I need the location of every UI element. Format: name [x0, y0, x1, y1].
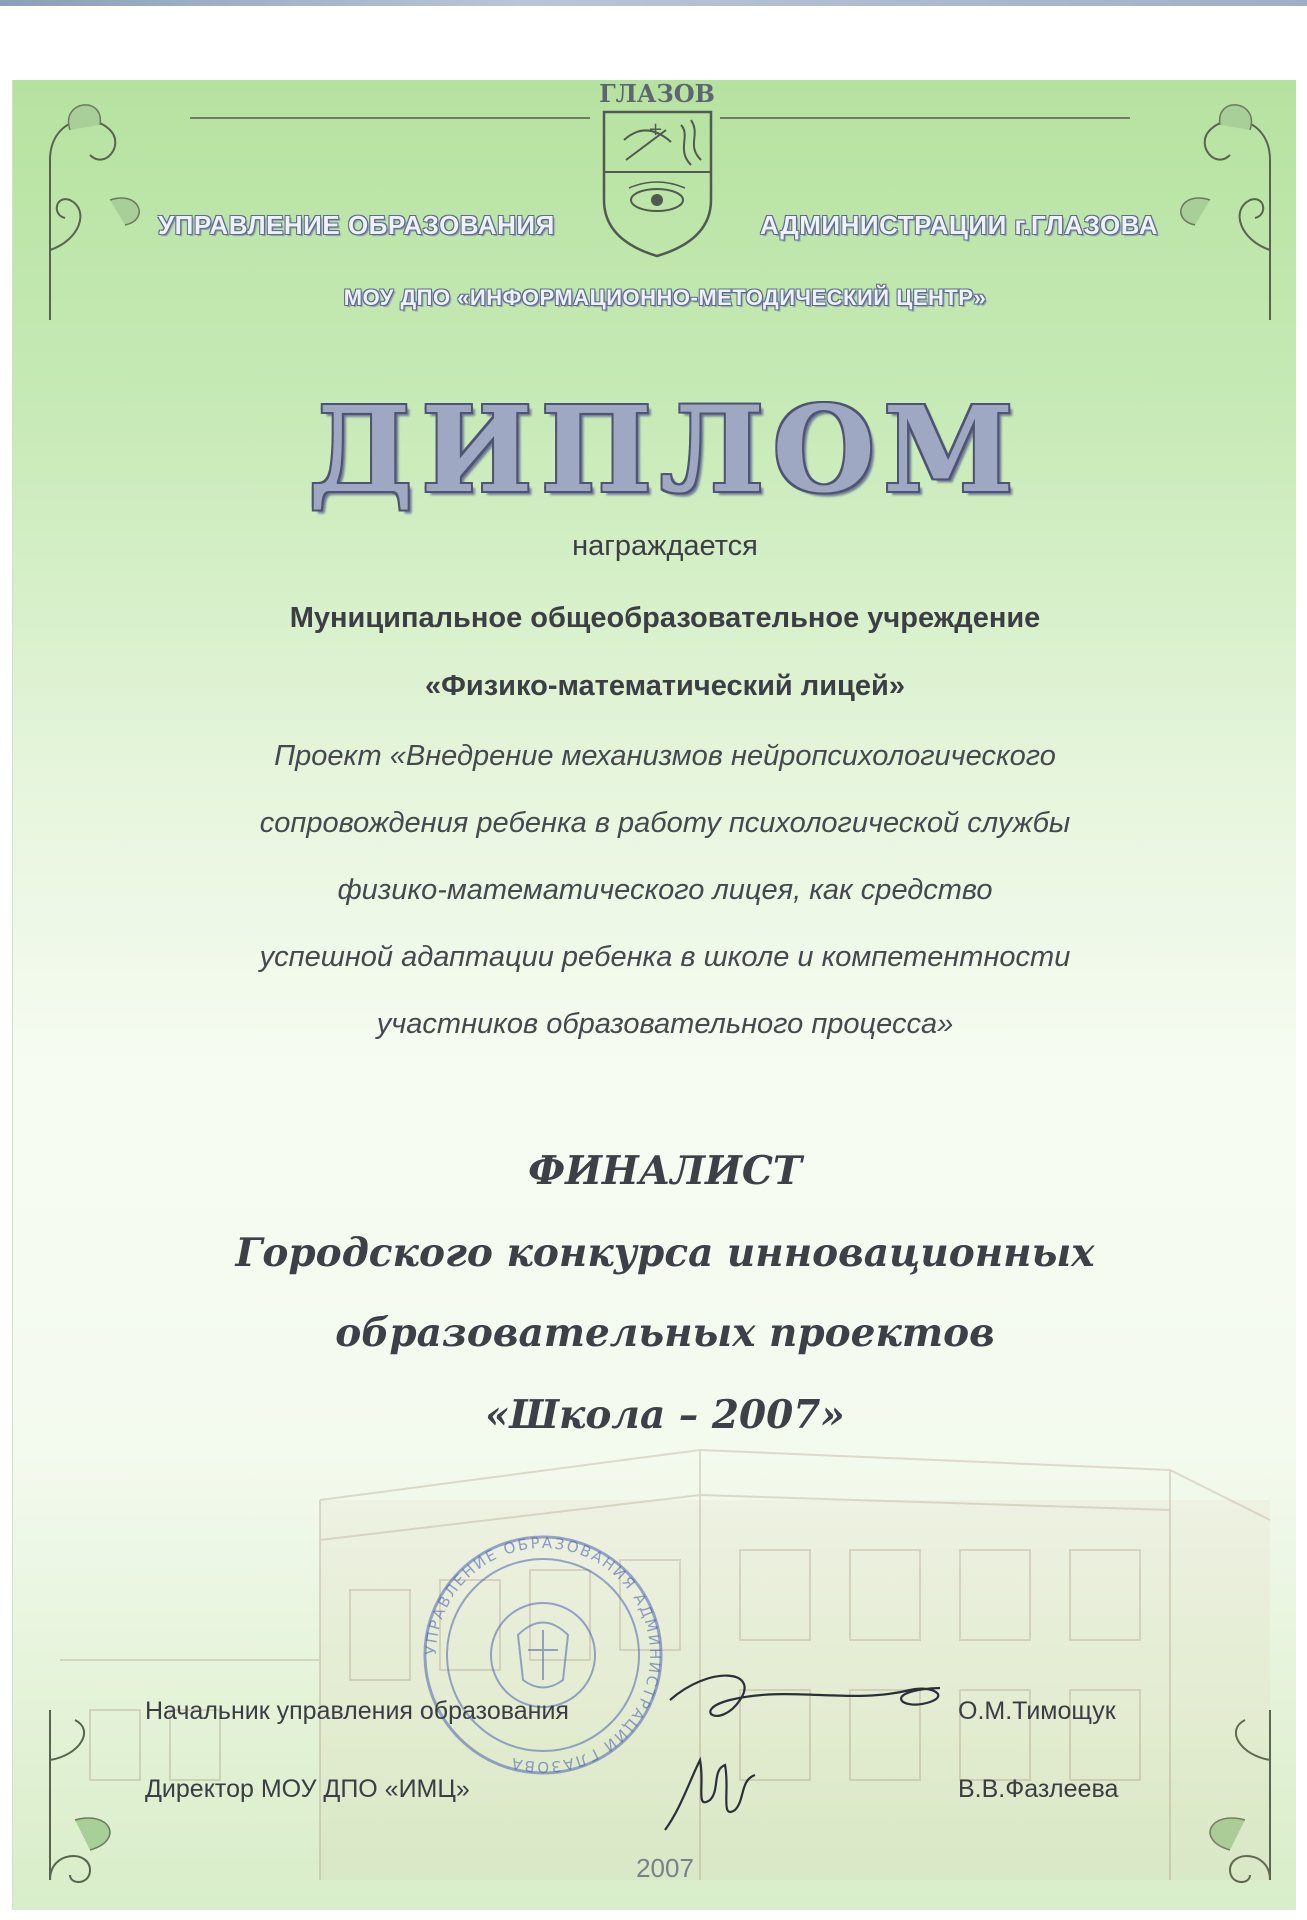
project-line-4: успешной адаптации ребенка в школе и компетентности	[259, 941, 1071, 973]
project-line-3: физико-математического лицея, как средство	[337, 874, 993, 906]
glazov-crest-icon	[596, 80, 719, 260]
project-line-5: участников образовательного процесса»	[376, 1008, 954, 1040]
signature-2-handwritten	[650, 1740, 770, 1850]
signatory-2-name: В.В.Фазлеева	[958, 1775, 1119, 1803]
finalist-heading: ФИНАЛИСТ	[528, 1148, 802, 1194]
project-line-2: сопровождения ребенка в работу психологической службы	[259, 807, 1071, 839]
organization-line-1: Муниципальное общеобразовательное учреждение	[289, 602, 1041, 634]
header-administration: АДМИНИСТРАЦИИ г.ГЛАЗОВА	[760, 210, 1158, 240]
header-department: УПРАВЛЕНИЕ ОБРАЗОВАНИЯ	[158, 210, 555, 240]
awarded-text: награждается	[572, 530, 758, 562]
diploma-title: ДИПЛОМ	[308, 380, 1022, 519]
header-center: МОУ ДПО «ИНФОРМАЦИОННО-МЕТОДИЧЕСКИЙ ЦЕНТР»	[343, 285, 987, 310]
signatory-1-name: О.М.Тимощук	[958, 1697, 1116, 1725]
organization-line-2: «Физико-математический лицей»	[425, 670, 905, 702]
signature-1-handwritten	[650, 1660, 970, 1740]
header-rule-left	[190, 117, 590, 119]
signatory-2-position: Директор МОУ ДПО «ИМЦ»	[145, 1775, 470, 1803]
contest-name: «Школа – 2007»	[485, 1392, 845, 1438]
official-stamp	[418, 1530, 668, 1780]
header-rule-right	[720, 117, 1130, 119]
scan-edge	[0, 0, 1307, 6]
crest-label: ГЛАЗОВ	[599, 80, 715, 108]
contest-line-1: Городского конкурса инновационных	[235, 1230, 1095, 1276]
stamp-text: УПРАВЛЕНИЕ ОБРАЗОВАНИЯ АДМИНИСТРАЦИИ ГЛАЗОВА	[421, 1533, 665, 1777]
signatory-1-position: Начальник управления образования	[145, 1697, 569, 1725]
project-line-1: Проект «Внедрение механизмов нейропсихологического	[274, 740, 1056, 772]
issue-year: 2007	[636, 1853, 694, 1883]
contest-line-2: образовательных проектов	[335, 1310, 995, 1356]
svg-text:+: +	[648, 119, 664, 140]
